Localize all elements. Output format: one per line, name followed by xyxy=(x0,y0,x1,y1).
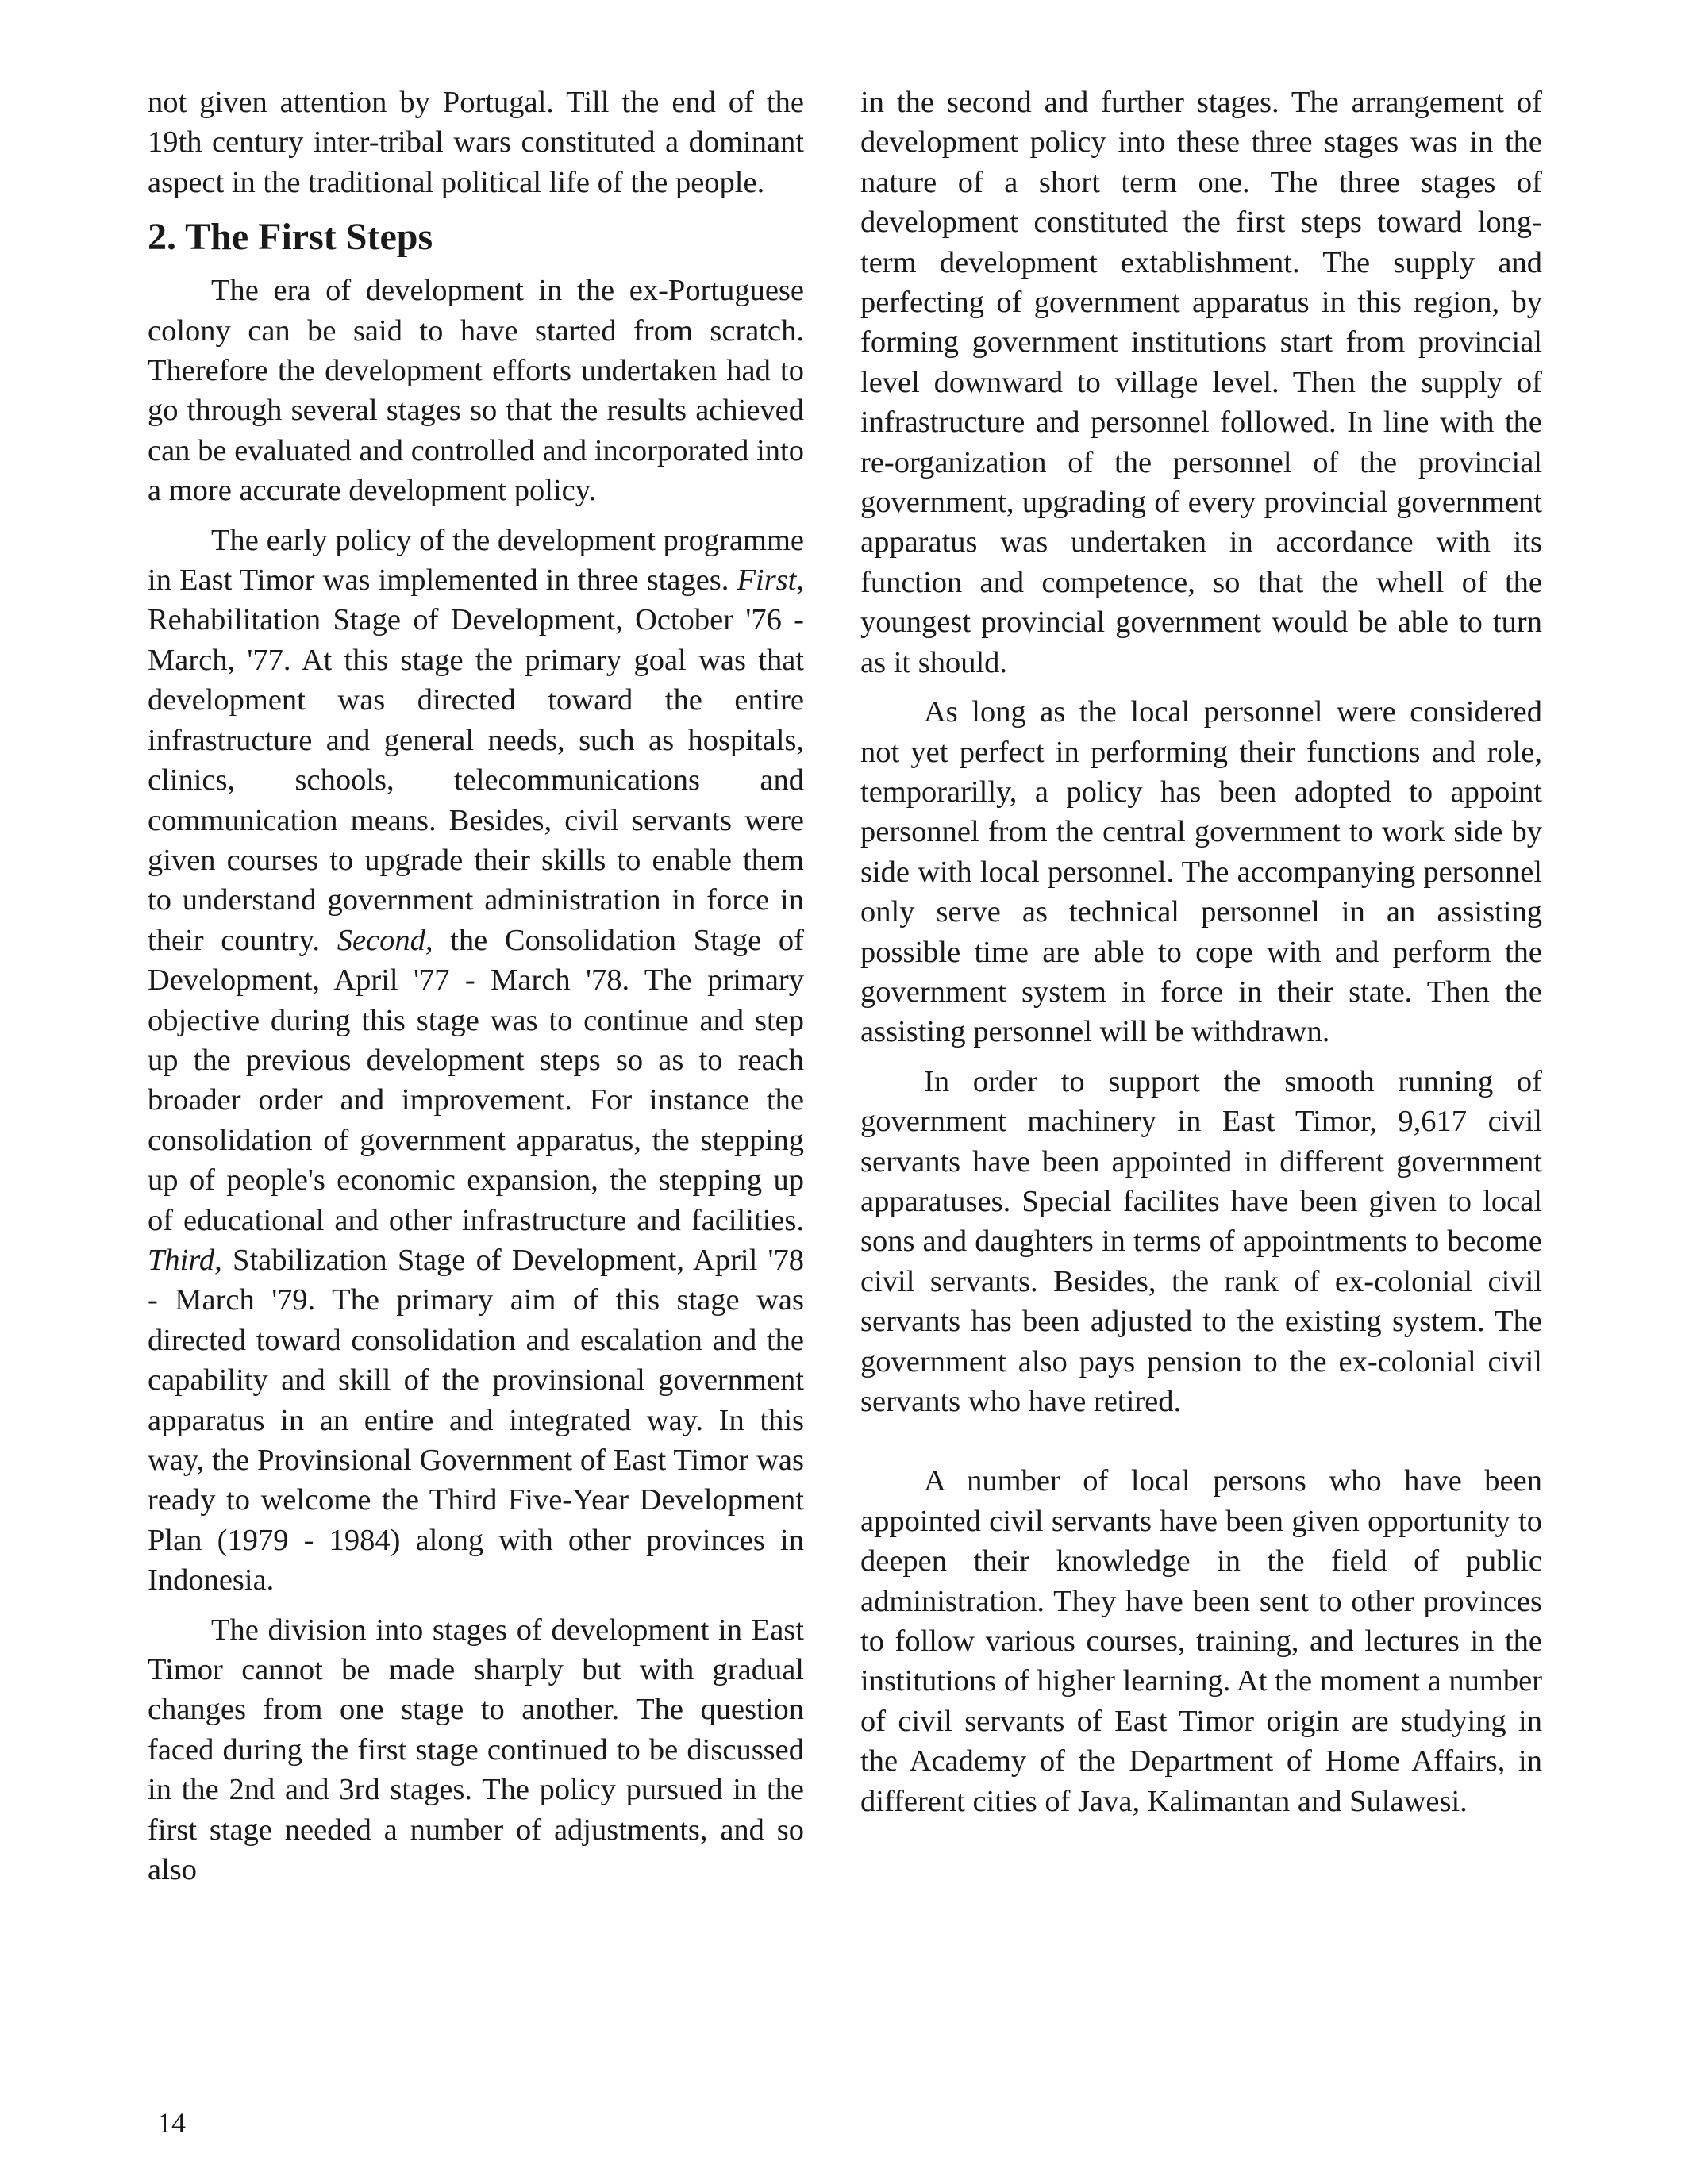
second-stage-text: the Consolidation Stage of Development, April '77 - March '78. The primary objective during this stage was to continue and step up the previous development steps so as to reach broader order and improvement. For instance the consolidation of government apparatus, the stepping up of people's economic expansion, the stepping up of educational and other infrastructure and facilities. xyxy=(148,923,804,1237)
opening-paragraph: not given attention by Portugal. Till the end of the 19th century inter-tribal wars constituted a dominant aspect in the traditional political life of the people. xyxy=(148,86,804,199)
section-heading: 2. The First Steps xyxy=(148,216,433,259)
stages-intro-text: The early policy of the development programme in East Timor was implemented in three stages. xyxy=(148,523,804,598)
third-stage-text: Stabilization Stage of Development, April '78 - March '79. The primary aim of this stage was directed toward consolidation and escalation and the capability and skill of the provinsional government apparatus in an entire and integrated way. In this way, the Provinsional Government of East Timor was ready to welcome the Third Five-Year Development Plan (1979 - 1984) along with other provinces in Indonesia. xyxy=(148,1243,804,1598)
third-stage-label: Third, xyxy=(148,1243,222,1277)
paragraph-further-stages: in the second and further stages. The arrangement of development policy into these three stages was in the nature of a short term one. The three stages of development constituted the first steps toward long-term development extablishment. The supply and perfecting of government apparatus in this region, by forming government institutions start from provincial level downward to village level. Then the supply of infrastructure and personnel followed. In line with the re-organization of the personnel of the provincial government, upgrading of every provincial government apparatus was undertaken in accordance with its function and competence, so that the whell of the youngest provincial government would be able to turn as it should. xyxy=(860,86,1542,679)
left-column xyxy=(148,83,804,1890)
page-number: 14 xyxy=(157,2107,186,2139)
paragraph-civil-servants: In order to support the smooth running of government machinery in East Timor, 9,617 civil servants have been appointed in different government apparatuses. Special facilites have been given to local sons and daughters in terms of appointments to become civil servants. Besides, the rank of ex-colonial civil servants has been adjusted to the existing system. The government also pays pension to the ex-colonial civil servants who have retired. xyxy=(860,1064,1542,1418)
paragraph-three-stages xyxy=(148,521,804,1601)
paragraph-public-administration: A number of local persons who have been appointed civil servants have been given opportunity to deepen their knowledge in the field of public administration. They have been sent to other provinces to follow various courses, training, and lectures in the institutions of higher learning. At the moment a number of civil servants of East Timor origin are studying in the Academy of the Department of Home Affairs, in different cities of Java, Kalimantan and Sulawesi. xyxy=(860,1464,1542,1818)
first-stage-text: Rehabilitation Stage of Development, October '76 - March, '77. At this stage the primary goal was that development was directed toward the entire infrastructure and general needs, such as hospitals, clinics, schools, telecommunications and communication means. Besides, civil servants were given courses to upgrade their skills to enable them to understand government administration in force in their country. xyxy=(148,603,804,957)
paragraph-development-era: The era of development in the ex-Portuguese colony can be said to have started from scratch. Therefore the development efforts undertaken had to go through several stages so that the results achieved can be evaluated and controlled and incorporated into a more accurate development policy. xyxy=(148,274,804,508)
paragraph-local-personnel: As long as the local personnel were considered not yet perfect in performing their functions and role, temporarilly, a policy has been adopted to appoint personnel from the central government to work side by side with local personnel. The accompanying personnel only serve as technical personnel in an assisting possible time are able to cope with and perform the government system in force in their state. Then the assisting personnel will be withdrawn. xyxy=(860,695,1542,1049)
first-stage-label: First, xyxy=(737,563,804,598)
right-column xyxy=(860,83,1542,1821)
second-stage-label: Second, xyxy=(337,923,433,957)
paragraph-stage-division: The division into stages of development in East Timor cannot be made sharply but with gradual changes from one stage to another. The question faced during the first stage continued to be discussed in the 2nd and 3rd stages. The policy pursued in the first stage needed a number of adjustments, and so also xyxy=(148,1613,804,1887)
